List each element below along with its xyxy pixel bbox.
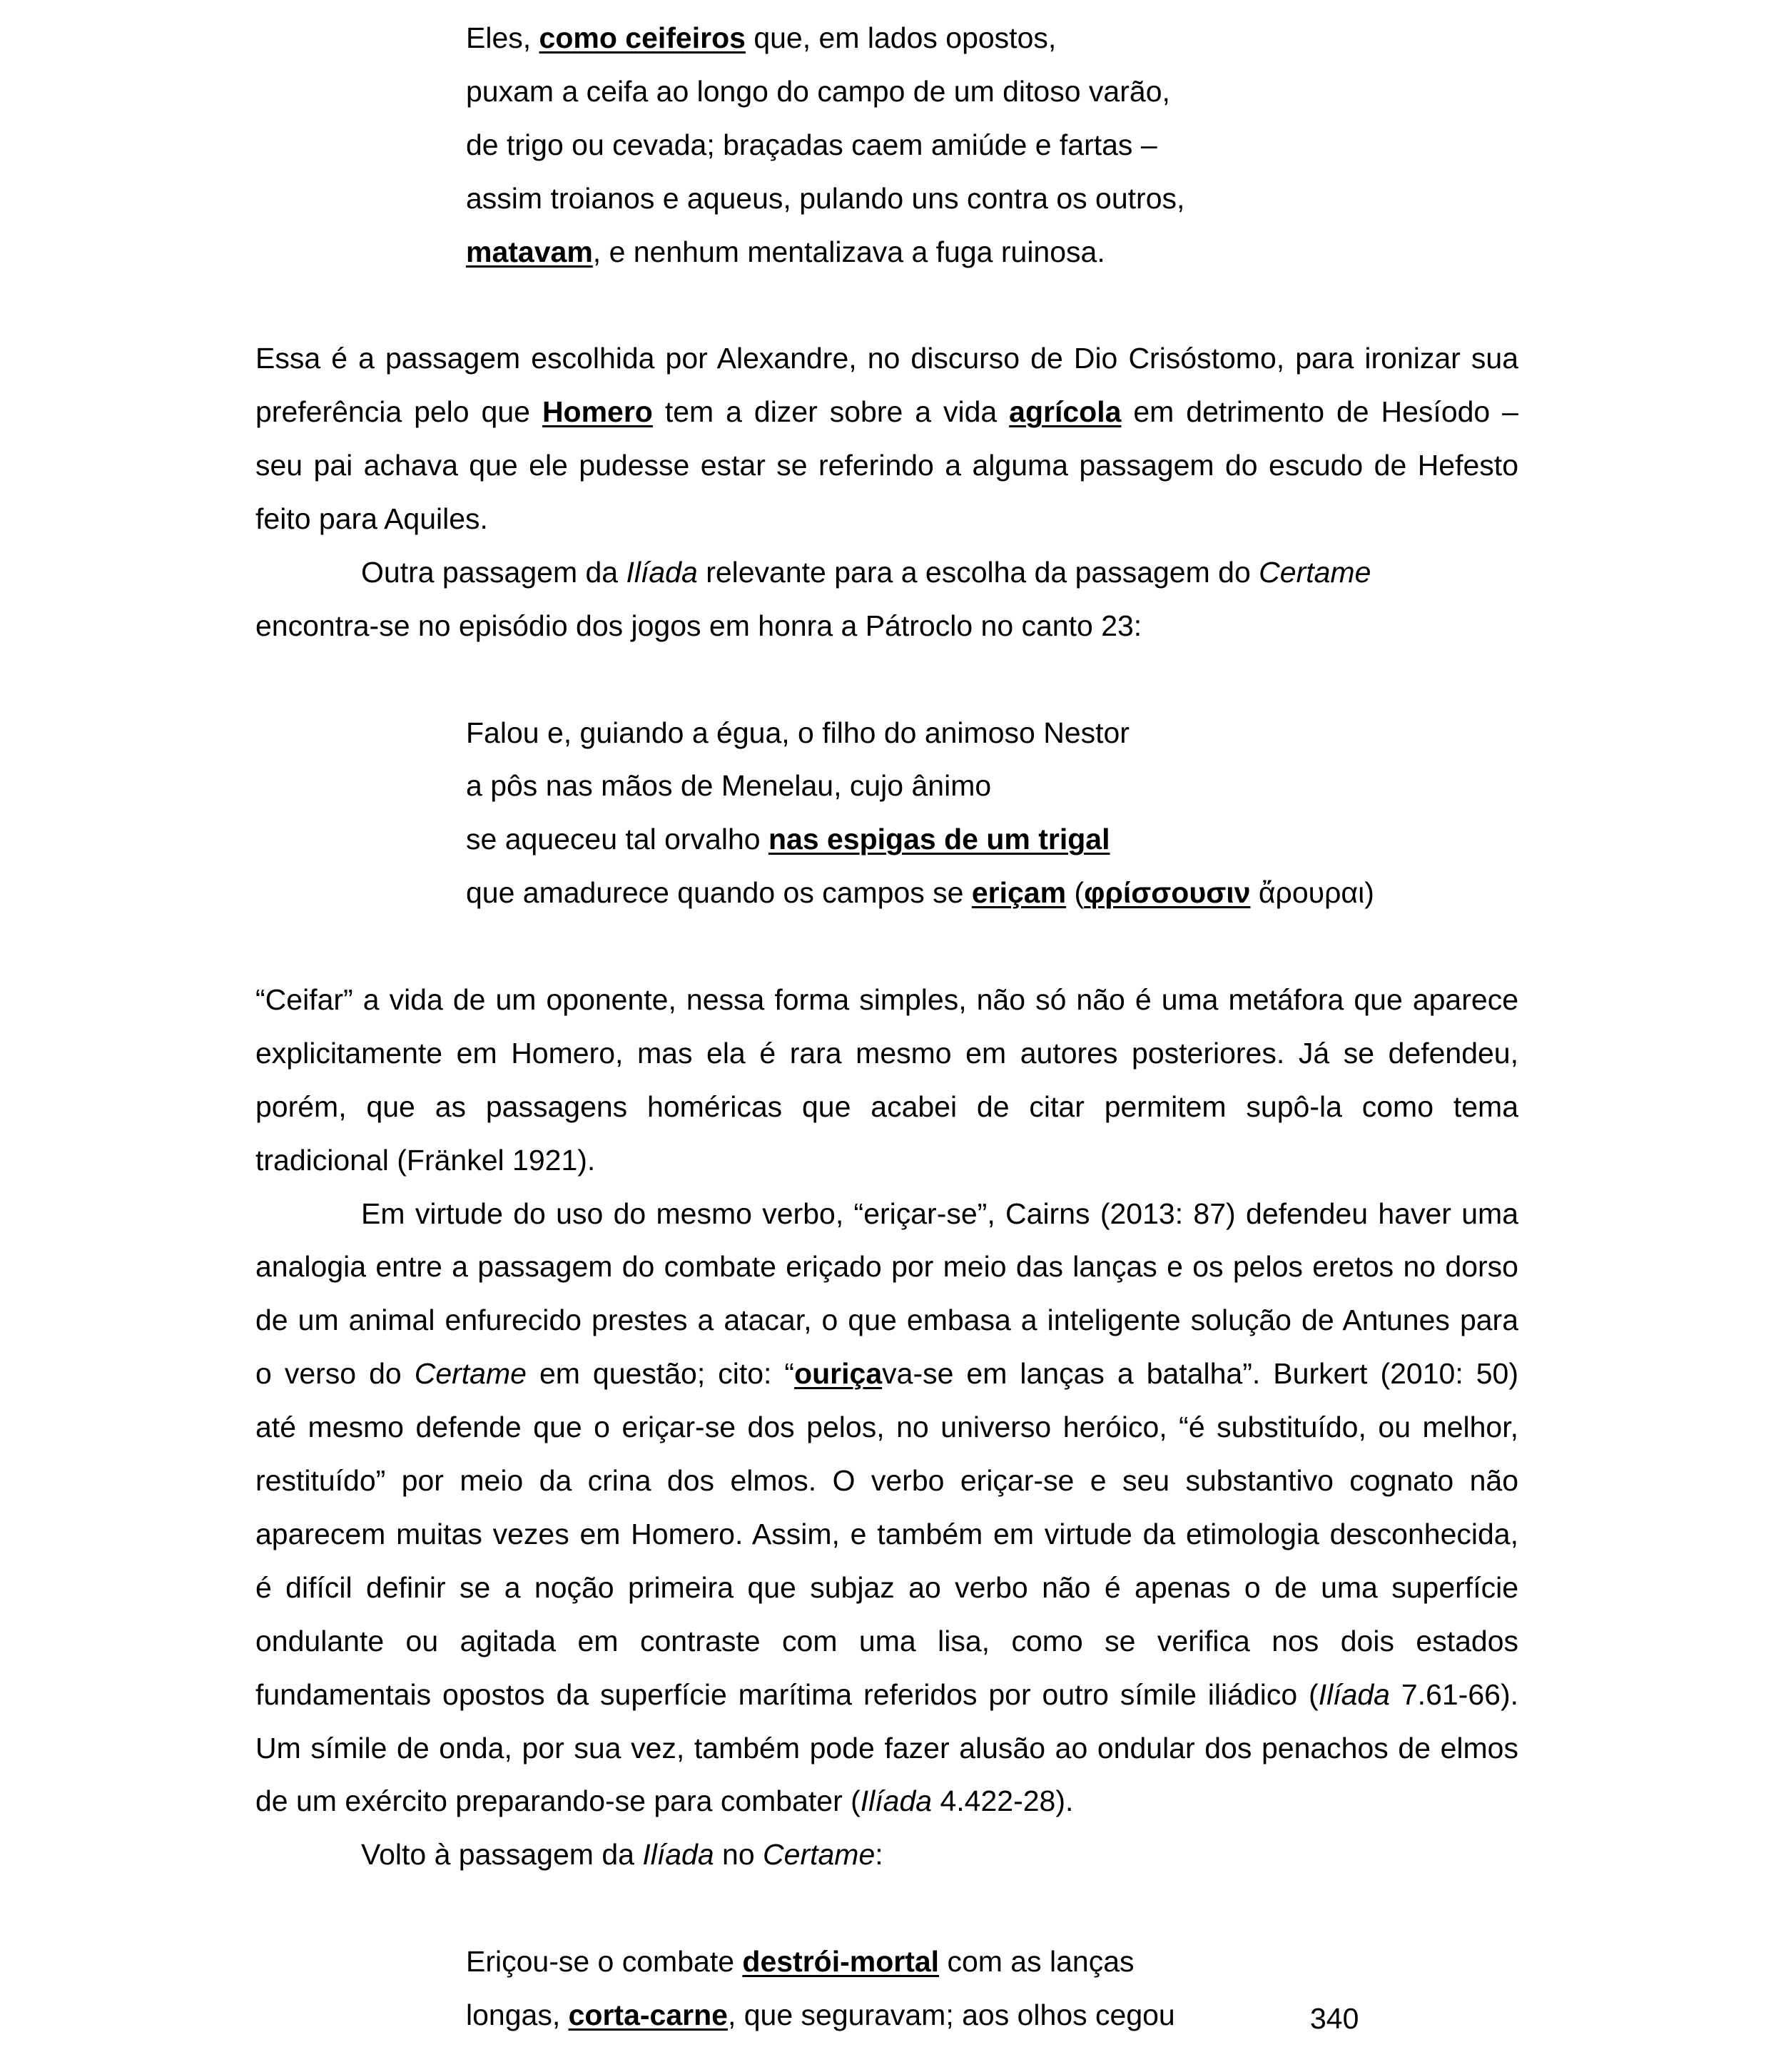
paragraph-line	[255, 1080, 1518, 1134]
text-run: Eles,	[466, 21, 539, 54]
verse-line	[255, 65, 1518, 118]
text-run: :	[875, 1838, 883, 1872]
paragraph-line	[255, 385, 1518, 439]
paragraph-line	[255, 1294, 1518, 1347]
paragraph-line	[255, 1828, 1518, 1881]
text-run: tem a dizer sobre a vida	[652, 395, 1010, 429]
text-run: tradicional (Fränkel 1921).	[255, 1143, 596, 1177]
text-run: é difícil definir se a noção primeira que subjaz ao verbo não é apenas o de uma superfície	[255, 1570, 1518, 1604]
paragraph-line	[255, 599, 1518, 653]
verse-line	[255, 813, 1518, 866]
text-run: encontra-se no episódio dos jogos em honra a Pátroclo no canto 23:	[255, 609, 1142, 642]
bold-underlined-term: eriçam	[971, 876, 1067, 910]
paragraph-line	[255, 492, 1518, 546]
text-run: Um símile de onda, por sua vez, também pode fazer alusão ao ondular dos penachos de elmos	[255, 1731, 1518, 1764]
text-run: Falou e, guiando a égua, o filho do animoso Nestor	[466, 716, 1130, 749]
verse-line	[255, 11, 1518, 65]
text-run: porém, que as passagens homéricas que acabei de citar permitem supô-la como tema	[255, 1090, 1518, 1123]
italic-title: Certame	[414, 1357, 527, 1391]
text-run: preferência pelo que	[255, 395, 542, 429]
text-run: de um exército preparando-se para combater (	[255, 1784, 861, 1818]
text-run: fundamentais opostos da superfície marítima referidos por outro símile iliádico (	[255, 1677, 1319, 1711]
paragraph-line	[255, 1722, 1518, 1775]
bold-underlined-term: nas espigas de um trigal	[768, 823, 1110, 856]
text-run: Outra passagem da	[361, 555, 626, 589]
paragraph	[255, 546, 1518, 653]
italic-title: Ilíada	[626, 555, 698, 589]
text-run: 4.422-28).	[932, 1784, 1074, 1818]
verse-line	[255, 118, 1518, 172]
paragraph	[255, 1187, 1518, 1829]
text-run: que, em lados opostos,	[745, 21, 1057, 54]
document-body	[255, 11, 1518, 2042]
paragraph-line	[255, 1668, 1518, 1722]
text-run: até mesmo defende que o eriçar-se dos pelos, no universo heróico, “é substituído, ou melhor,	[255, 1411, 1518, 1444]
text-run: Em virtude do uso do mesmo verbo, “eriçar-se”, Cairns (2013: 87) defendeu haver uma	[361, 1197, 1518, 1230]
text-run: , que seguravam; aos olhos cegou	[727, 1998, 1175, 2031]
italic-title: Ilíada	[1318, 1677, 1390, 1711]
paragraph	[255, 973, 1518, 1187]
text-run: restituído” por meio da crina dos elmos. O verbo eriçar-se e seu substantivo cognato não	[255, 1464, 1518, 1498]
verse-quotation	[255, 706, 1518, 920]
text-run: se aqueceu tal orvalho	[466, 823, 768, 856]
verse-line	[255, 172, 1518, 225]
text-run: Essa é a passagem escolhida por Alexandre, no discurso de Dio Crisóstomo, para ironizar sua	[255, 342, 1518, 375]
text-run: no	[714, 1838, 763, 1872]
text-run: de trigo ou cevada; braçadas caem amiúde e fartas –	[466, 128, 1157, 161]
bold-underlined-term: Homero	[542, 395, 653, 429]
paragraph-line	[255, 439, 1518, 492]
paragraph-line	[255, 1240, 1518, 1294]
paragraph-line	[255, 1027, 1518, 1080]
paragraph-line	[255, 1187, 1518, 1241]
verse-line	[255, 225, 1518, 279]
paragraph-line	[255, 546, 1518, 599]
text-run: Volto à passagem da	[361, 1838, 643, 1872]
paragraph	[255, 332, 1518, 546]
paragraph-line	[255, 1561, 1518, 1615]
paragraph-line	[255, 1347, 1518, 1401]
bold-underlined-term: corta-carne	[568, 1998, 728, 2031]
text-run: de um animal enfurecido prestes a atacar, o que embasa a inteligente solução de Antunes para	[255, 1304, 1518, 1337]
verse-line	[255, 866, 1518, 920]
italic-title: Certame	[1259, 555, 1371, 589]
paragraph-line	[255, 1134, 1518, 1187]
bold-underlined-term: ouriça	[794, 1357, 883, 1391]
bold-underlined-term: matavam	[466, 235, 593, 268]
verse-line-number: 340	[1310, 2002, 1359, 2035]
paragraph-line	[255, 1615, 1518, 1668]
text-run: a pôs nas mãos de Menelau, cujo ânimo	[466, 769, 992, 803]
text-run: relevante para a escolha da passagem do	[697, 555, 1259, 589]
text-run: em questão; cito: “	[526, 1357, 795, 1391]
text-run: va-se em lanças a batalha”. Burkert (2010: 50)	[882, 1357, 1518, 1391]
text-run: 7.61-66).	[1390, 1677, 1518, 1711]
paragraph	[255, 1828, 1518, 1881]
italic-title: Certame	[763, 1838, 876, 1872]
italic-title: Ilíada	[860, 1784, 933, 1818]
text-run: explicitamente em Homero, mas ela é rara mesmo em autores posteriores. Já se defendeu,	[255, 1036, 1518, 1070]
text-run: feito para Aquiles.	[255, 502, 488, 536]
text-run: aparecem muitas vezes em Homero. Assim, e também em virtude da etimologia desconhecida,	[255, 1517, 1518, 1550]
paragraph-line	[255, 1454, 1518, 1508]
paragraph-line	[255, 1774, 1518, 1828]
text-run: ἄρουραι)	[1250, 876, 1374, 910]
verse-line	[255, 759, 1518, 813]
text-run: Eriçou-se o combate	[466, 1945, 743, 1979]
bold-underlined-term: agrícola	[1009, 395, 1122, 429]
paragraph-line	[255, 1508, 1518, 1561]
verse-quotation	[255, 11, 1518, 278]
text-run: em detrimento de Hesíodo –	[1121, 395, 1518, 429]
bold-underlined-term: como ceifeiros	[539, 21, 746, 54]
text-run: (	[1066, 876, 1085, 910]
text-run: ondulante ou agitada em contraste com uma lisa, como se verifica nos dois estados	[255, 1624, 1518, 1657]
paragraph-line	[255, 332, 1518, 385]
text-run: “Ceifar” a vida de um oponente, nessa forma simples, não só não é uma metáfora que aparece	[255, 983, 1518, 1017]
text-run: que amadurece quando os campos se	[466, 876, 972, 910]
bold-underlined-term: destrói-mortal	[742, 1945, 940, 1979]
paragraph-line	[255, 1401, 1518, 1454]
text-run: puxam a ceifa ao longo do campo de um ditoso varão,	[466, 74, 1170, 108]
verse-line	[255, 1935, 1518, 1989]
text-run: seu pai achava que ele pudesse estar se referindo a alguma passagem do escudo de Hefesto	[255, 449, 1518, 482]
verse-line	[255, 706, 1518, 760]
text-run: , e nenhum mentalizava a fuga ruinosa.	[592, 235, 1105, 268]
text-run: com as lanças	[939, 1945, 1135, 1979]
text-run: assim troianos e aqueus, pulando uns contra os outros,	[466, 181, 1185, 215]
bold-underlined-term: φρίσσουσιν	[1084, 876, 1251, 910]
text-run: o verso do	[255, 1357, 415, 1391]
italic-title: Ilíada	[642, 1838, 714, 1872]
text-run: analogia entre a passagem do combate eriçado por meio das lanças e os pelos eretos no dorso	[255, 1250, 1518, 1284]
text-run: longas,	[466, 1998, 569, 2031]
paragraph-line	[255, 973, 1518, 1027]
